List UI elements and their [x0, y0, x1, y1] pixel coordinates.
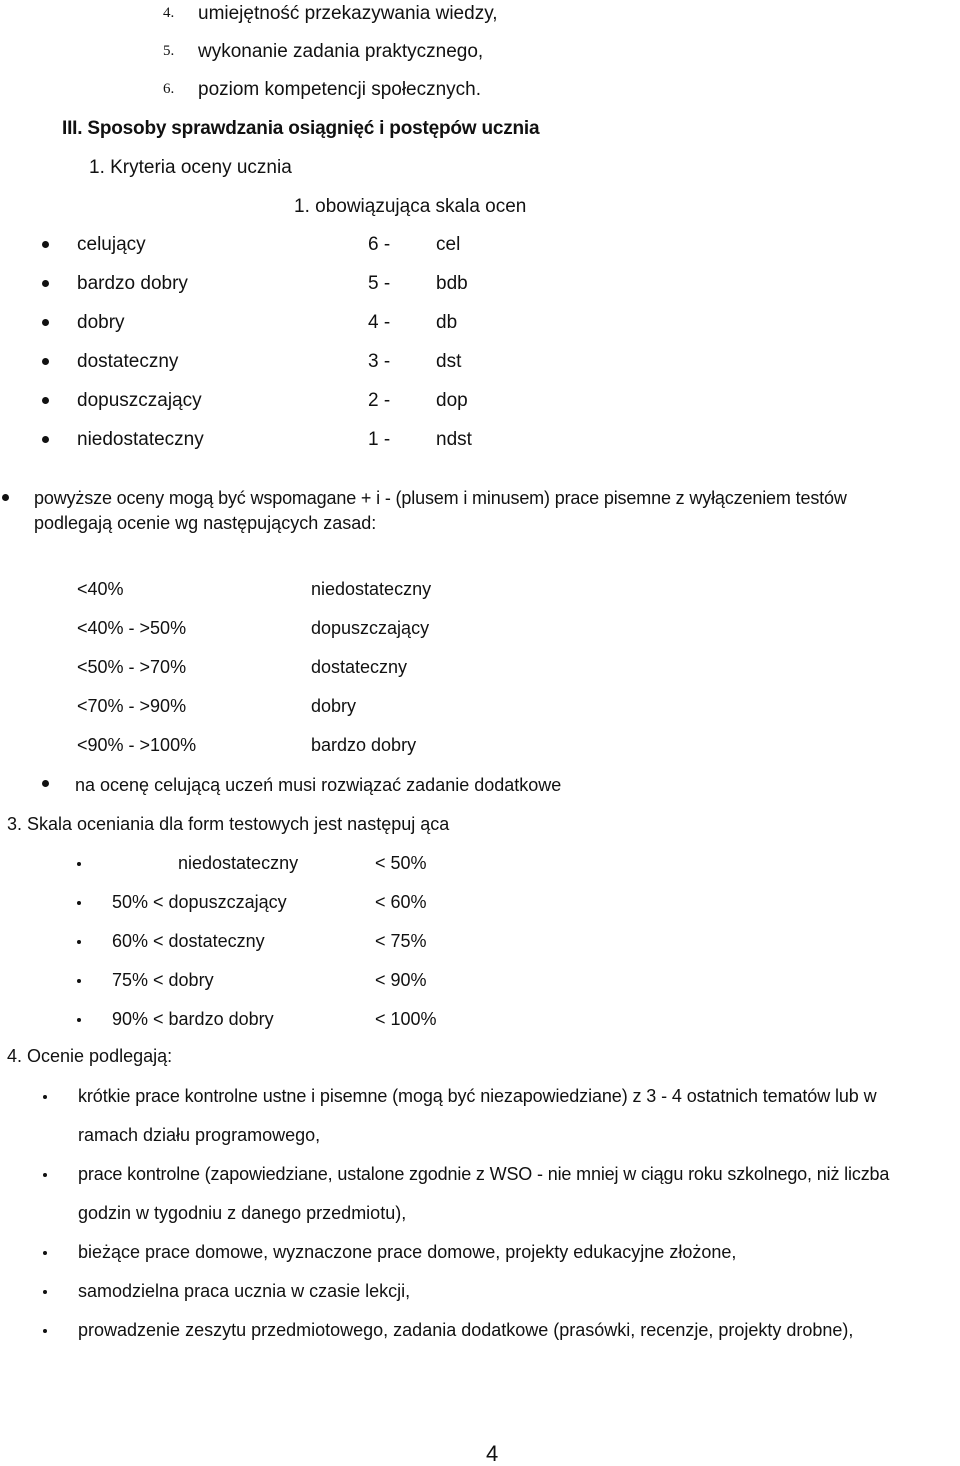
grade-abbr: dst: [436, 351, 462, 372]
bullet-icon: [43, 1290, 47, 1294]
test-grade: niedostateczny: [178, 853, 299, 873]
list-number: 4.: [163, 5, 175, 21]
list-number: 6.: [163, 81, 175, 97]
percent-grade: niedostateczny: [311, 579, 432, 599]
percent-range: <40% - >50%: [77, 618, 187, 638]
percent-range: <90% - >100%: [77, 735, 197, 755]
test-grade: 90% < bardzo dobry: [112, 1009, 274, 1029]
grade-value: 4 -: [368, 312, 391, 333]
bullet-icon: [42, 280, 49, 287]
grade-name: celujący: [77, 234, 146, 255]
assessed-item-line: krótkie prace kontrolne ustne i pisemne (mogą być niezapowiedziane) z 3 - 4 ostatnich tematów lub w: [78, 1086, 877, 1106]
test-threshold: < 75%: [375, 931, 427, 951]
assessed-item-line: samodzielna praca ucznia w czasie lekcji,: [78, 1281, 411, 1301]
bullet-icon: [77, 979, 81, 983]
grade-abbr: bdb: [436, 273, 468, 294]
bullet-icon: [77, 1018, 81, 1022]
grade-abbr: ndst: [436, 429, 472, 450]
test-threshold: < 100%: [375, 1009, 437, 1029]
bullet-icon: [43, 1095, 47, 1099]
page-number: 4: [486, 1441, 499, 1466]
percent-range: <70% - >90%: [77, 696, 187, 716]
grade-name: dostateczny: [77, 351, 179, 372]
bullet-icon: [77, 862, 81, 866]
note-line: powyższe oceny mogą być wspomagane + i - (plusem i minusem) prace pisemne z wyłączeniem testów: [34, 488, 847, 508]
assessed-item-line: godzin w tygodniu z danego przedmiotu),: [78, 1203, 407, 1223]
percent-grade: dobry: [311, 696, 357, 716]
test-grade: 60% < dostateczny: [112, 931, 265, 951]
bullet-icon: [43, 1251, 47, 1255]
section-heading: III. Sposoby sprawdzania osiągnięć i postępów ucznia: [62, 118, 540, 139]
test-threshold: < 50%: [375, 853, 427, 873]
grade-abbr: cel: [436, 234, 461, 255]
bullet-icon: [42, 241, 49, 248]
list-item-text: umiejętność przekazywania wiedzy,: [198, 3, 498, 24]
grade-name: bardzo dobry: [77, 273, 188, 294]
assessed-item-line: prace kontrolne (zapowiedziane, ustalone zgodnie z WSO - nie mniej w ciągu roku szkolnego, niż liczba: [78, 1164, 890, 1184]
assessed-item-line: prowadzenie zeszytu przedmiotowego, zadania dodatkowe (prasówki, recenzje, projekty drobne),: [78, 1320, 854, 1340]
grade-abbr: db: [436, 312, 458, 333]
bullet-icon: [43, 1329, 47, 1333]
bullet-icon: [43, 1173, 47, 1177]
bullet-icon: [42, 397, 49, 404]
percent-grade: dopuszczający: [311, 618, 430, 638]
test-grade: 75% < dobry: [112, 970, 214, 990]
bullet-icon: [77, 940, 81, 944]
grade-value: 1 -: [368, 429, 391, 450]
bullet-icon: [42, 780, 49, 787]
percent-grade: bardzo dobry: [311, 735, 417, 755]
note-line: podlegają ocenie wg następujących zasad:: [34, 513, 377, 533]
bullet-icon: [77, 901, 81, 905]
percent-range: <40%: [77, 579, 124, 599]
grade-name: dopuszczający: [77, 390, 202, 411]
criteria-heading: 1. Kryteria oceny ucznia: [89, 157, 292, 178]
grade-name: dobry: [77, 312, 125, 333]
bullet-icon: [2, 494, 9, 501]
list-item-text: wykonanie zadania praktycznego,: [198, 41, 484, 62]
percent-grade: dostateczny: [311, 657, 408, 677]
bullet-icon: [42, 436, 49, 443]
assessed-heading: 4. Ocenie podlegają:: [7, 1046, 173, 1066]
grade-value: 6 -: [368, 234, 391, 255]
grade-name: niedostateczny: [77, 429, 204, 450]
test-grade: 50% < dopuszczający: [112, 892, 287, 912]
grade-abbr: dop: [436, 390, 468, 411]
test-scale-heading: 3. Skala oceniania dla form testowych jest następuj ąca: [7, 814, 450, 834]
bullet-icon: [42, 358, 49, 365]
test-threshold: < 90%: [375, 970, 427, 990]
list-item-text: poziom kompetencji społecznych.: [198, 79, 482, 100]
assessed-item-line: ramach działu programowego,: [78, 1125, 321, 1145]
percent-range: <50% - >70%: [77, 657, 187, 677]
extra-task-note: na ocenę celującą uczeń musi rozwiązać zadanie dodatkowe: [75, 775, 562, 795]
bullet-icon: [42, 319, 49, 326]
grade-value: 2 -: [368, 390, 391, 411]
test-threshold: < 60%: [375, 892, 427, 912]
grade-value: 5 -: [368, 273, 391, 294]
scale-heading: 1. obowiązująca skala ocen: [294, 196, 527, 217]
grade-value: 3 -: [368, 351, 391, 372]
assessed-item-line: bieżące prace domowe, wyznaczone prace domowe, projekty edukacyjne złożone,: [78, 1242, 737, 1262]
list-number: 5.: [163, 43, 175, 59]
